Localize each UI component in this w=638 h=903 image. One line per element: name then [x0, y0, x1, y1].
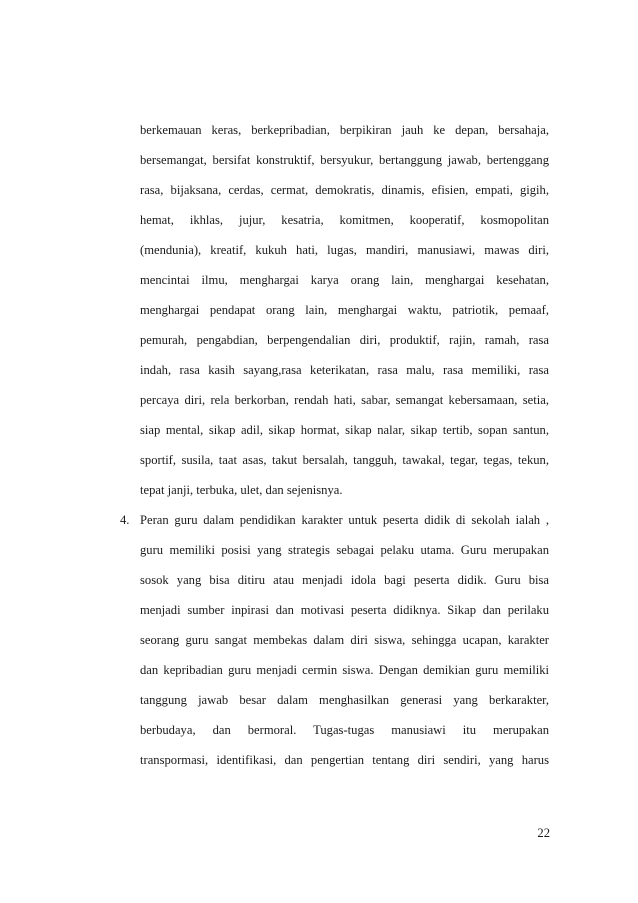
text-line: transpormasi, identifikasi, dan pengertian tentang diri sendiri, yang harus	[140, 753, 549, 767]
text-line: tepat janji, terbuka, ulet, dan sejenisnya.	[140, 483, 343, 497]
text-line: sosok yang bisa ditiru atau menjadi idola bagi peserta didik. Guru bisa	[140, 573, 549, 587]
text-line: rasa, bijaksana, cerdas, cermat, demokratis, dinamis, efisien, empati, gigih,	[140, 183, 549, 197]
text-line: berkemauan keras, berkepribadian, berpikiran jauh ke depan, bersahaja,	[140, 123, 549, 137]
text-line: indah, rasa kasih sayang,rasa keterikatan, rasa malu, rasa memiliki, rasa	[140, 363, 549, 377]
text-line: percaya diri, rela berkorban, rendah hati, sabar, semangat kebersamaan, setia,	[140, 393, 549, 407]
text-line: dan kepribadian guru menjadi cermin siswa. Dengan demikian guru memiliki	[140, 663, 549, 677]
text-line: hemat, ikhlas, jujur, kesatria, komitmen, kooperatif, kosmopolitan	[140, 213, 549, 227]
text-line: bersemangat, bersifat konstruktif, bersyukur, bertanggung jawab, bertenggang	[140, 153, 549, 167]
text-line: menghargai pendapat orang lain, menghargai waktu, patriotik, pemaaf,	[140, 303, 549, 317]
text-line: seorang guru sangat membekas dalam diri siswa, sehingga ucapan, karakter	[140, 633, 549, 647]
text-line: Peran guru dalam pendidikan karakter untuk peserta didik di sekolah ialah ,	[140, 513, 549, 527]
page-number: 22	[537, 826, 550, 840]
text-line: tanggung jawab besar dalam menghasilkan generasi yang berkarakter,	[140, 693, 549, 707]
text-line: mencintai ilmu, menghargai karya orang lain, menghargai kesehatan,	[140, 273, 549, 287]
text-line: pemurah, pengabdian, berpengendalian diri, produktif, rajin, ramah, rasa	[140, 333, 549, 347]
list-item-number: 4.	[120, 513, 130, 527]
text-line: guru memiliki posisi yang strategis sebagai pelaku utama. Guru merupakan	[140, 543, 549, 557]
text-line: (mendunia), kreatif, kukuh hati, lugas, mandiri, manusiawi, mawas diri,	[140, 243, 549, 257]
text-line: siap mental, sikap adil, sikap hormat, sikap nalar, sikap tertib, sopan santun,	[140, 423, 549, 437]
text-line: menjadi sumber inpirasi dan motivasi peserta didiknya. Sikap dan perilaku	[140, 603, 549, 617]
text-line: berbudaya, dan bermoral. Tugas-tugas manusiawi itu merupakan	[140, 723, 549, 737]
text-line: sportif, susila, taat asas, takut bersalah, tangguh, tawakal, tegar, tegas, tekun,	[140, 453, 549, 467]
